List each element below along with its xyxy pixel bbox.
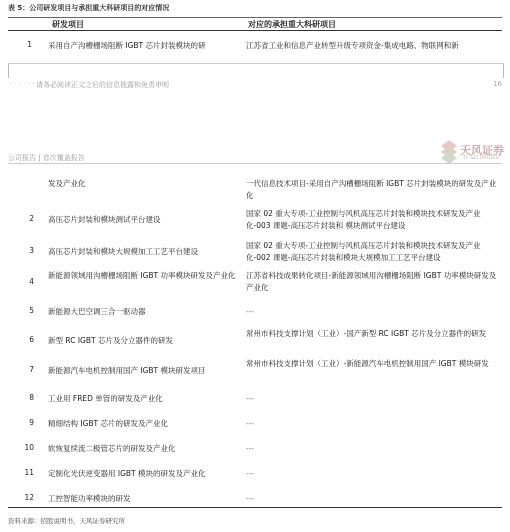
row-rd-project: 定制化光伏逆变器用 IGBT 模块的研发及产业化 <box>48 469 206 478</box>
row-major-project: --- <box>246 394 255 403</box>
row-major-project: --- <box>246 494 255 503</box>
page-number: 16 <box>493 80 502 88</box>
row-rd-project: 精细结构 IGBT 芯片的研发及产业化 <box>48 419 169 428</box>
row-rd-project: 新能源大巴空调三合一驱动器 <box>48 307 146 316</box>
row-number: 3 <box>29 246 34 255</box>
row-number: 7 <box>29 365 34 374</box>
row-number: 5 <box>29 306 34 315</box>
row-major-project: --- <box>246 444 255 453</box>
disclaimer: · · · · · · 请务必阅读正文之后的信息披露和免责申明 16 <box>10 80 502 89</box>
row-major-project: --- <box>246 419 255 428</box>
row-number: 2 <box>29 214 34 223</box>
header-major-project: 对应的承担重大科研项目 <box>248 20 336 29</box>
source-note: 资料来源：招股说明书，天风证券研究所 <box>8 517 125 525</box>
logo-name: 天风证券 <box>460 144 504 157</box>
logo-sub: TF SECURITIES <box>463 156 499 161</box>
row-rd-project: 采用自产沟槽栅场阻断 IGBT 芯片封装模块的研 <box>48 41 206 50</box>
row-number: 8 <box>29 393 34 402</box>
table-header <box>8 17 502 31</box>
disclaimer-text: 请务必阅读正文之后的信息披露和免责申明 <box>36 81 169 89</box>
row-rd-project: 新能源汽车电机控制用国产 IGBT 模块研发项目 <box>48 366 206 375</box>
row-rd-project: 新型 RC IGBT 芯片及分立器件的研发 <box>48 336 173 345</box>
row-major-project: 江苏省工业和信息产业转型升级专项资金-集成电路、物联网和新 <box>246 41 459 50</box>
row-major-project: 国家 02 重大专项-工业控制与风机高压芯片封装和模块技术研发及产业化-003 课题-高压芯片封装和 模块测试平台建设 <box>246 209 481 230</box>
row-major-project: 一代信息技术项目-采用自产沟槽栅场阻断 IGBT 芯片封装模块的研发及产业化 <box>246 179 497 200</box>
row-rd-project: 高压芯片封装和模块测试平台建设 <box>48 215 161 224</box>
table-caption: 表 5：公司研发项目与承担重大科研项目的对应情况 <box>8 4 170 12</box>
row-major-project: --- <box>246 307 255 316</box>
brand-logo <box>438 132 508 172</box>
header-rd-project: 研发项目 <box>52 20 84 29</box>
row-major-project: --- <box>246 469 255 478</box>
row-major-project: 常州市科技支撑计划（工业）-新能源汽车电机控制用国产 IGBT 模块研发 <box>246 359 489 368</box>
header-rule <box>8 163 502 164</box>
table-row <box>8 33 502 55</box>
row-rd-project: 发及产业化 <box>48 179 86 188</box>
row-major-project: 常州市科技支撑计划（工业）-国产新型 RC IGBT 芯片及分立器件的研发 <box>246 329 487 338</box>
row-major-project: 国家 02 重大专项-工业控制与风机高压芯片封装和模块技术研发及产业化-002 课题-高压芯片封装和模块大规模加工工艺平台建设 <box>246 241 481 262</box>
page-break-frame <box>8 63 504 78</box>
row-number: 12 <box>24 493 34 502</box>
row-rd-project: 高压芯片封装和模块大规模加工工艺平台建设 <box>48 247 198 256</box>
row-number: 11 <box>24 468 34 477</box>
row-number: 6 <box>29 335 34 344</box>
row-rd-project: 新能源领域用沟槽栅场阻断 IGBT 功率模块研发及产业化 <box>48 271 236 280</box>
row-number: 10 <box>24 443 34 452</box>
row-number: 4 <box>29 277 34 286</box>
row-rd-project: 工控智能功率模块的研发 <box>48 494 131 503</box>
row-major-project: 江苏省科技成果转化项目-新能源领域用沟槽栅场阻断 IGBT 功率模块研发及产业化 <box>246 271 497 292</box>
page-header: 公司报告 | 首次覆盖报告 <box>8 154 85 162</box>
row-number: 9 <box>29 418 34 427</box>
row-number: 1 <box>27 40 32 49</box>
table-bottom-rule <box>8 507 502 508</box>
row-rd-project: 工业用 FRED 单管的研发及产业化 <box>48 394 163 403</box>
row-rd-project: 软恢复续流二极管芯片的研发及产业化 <box>48 444 176 453</box>
